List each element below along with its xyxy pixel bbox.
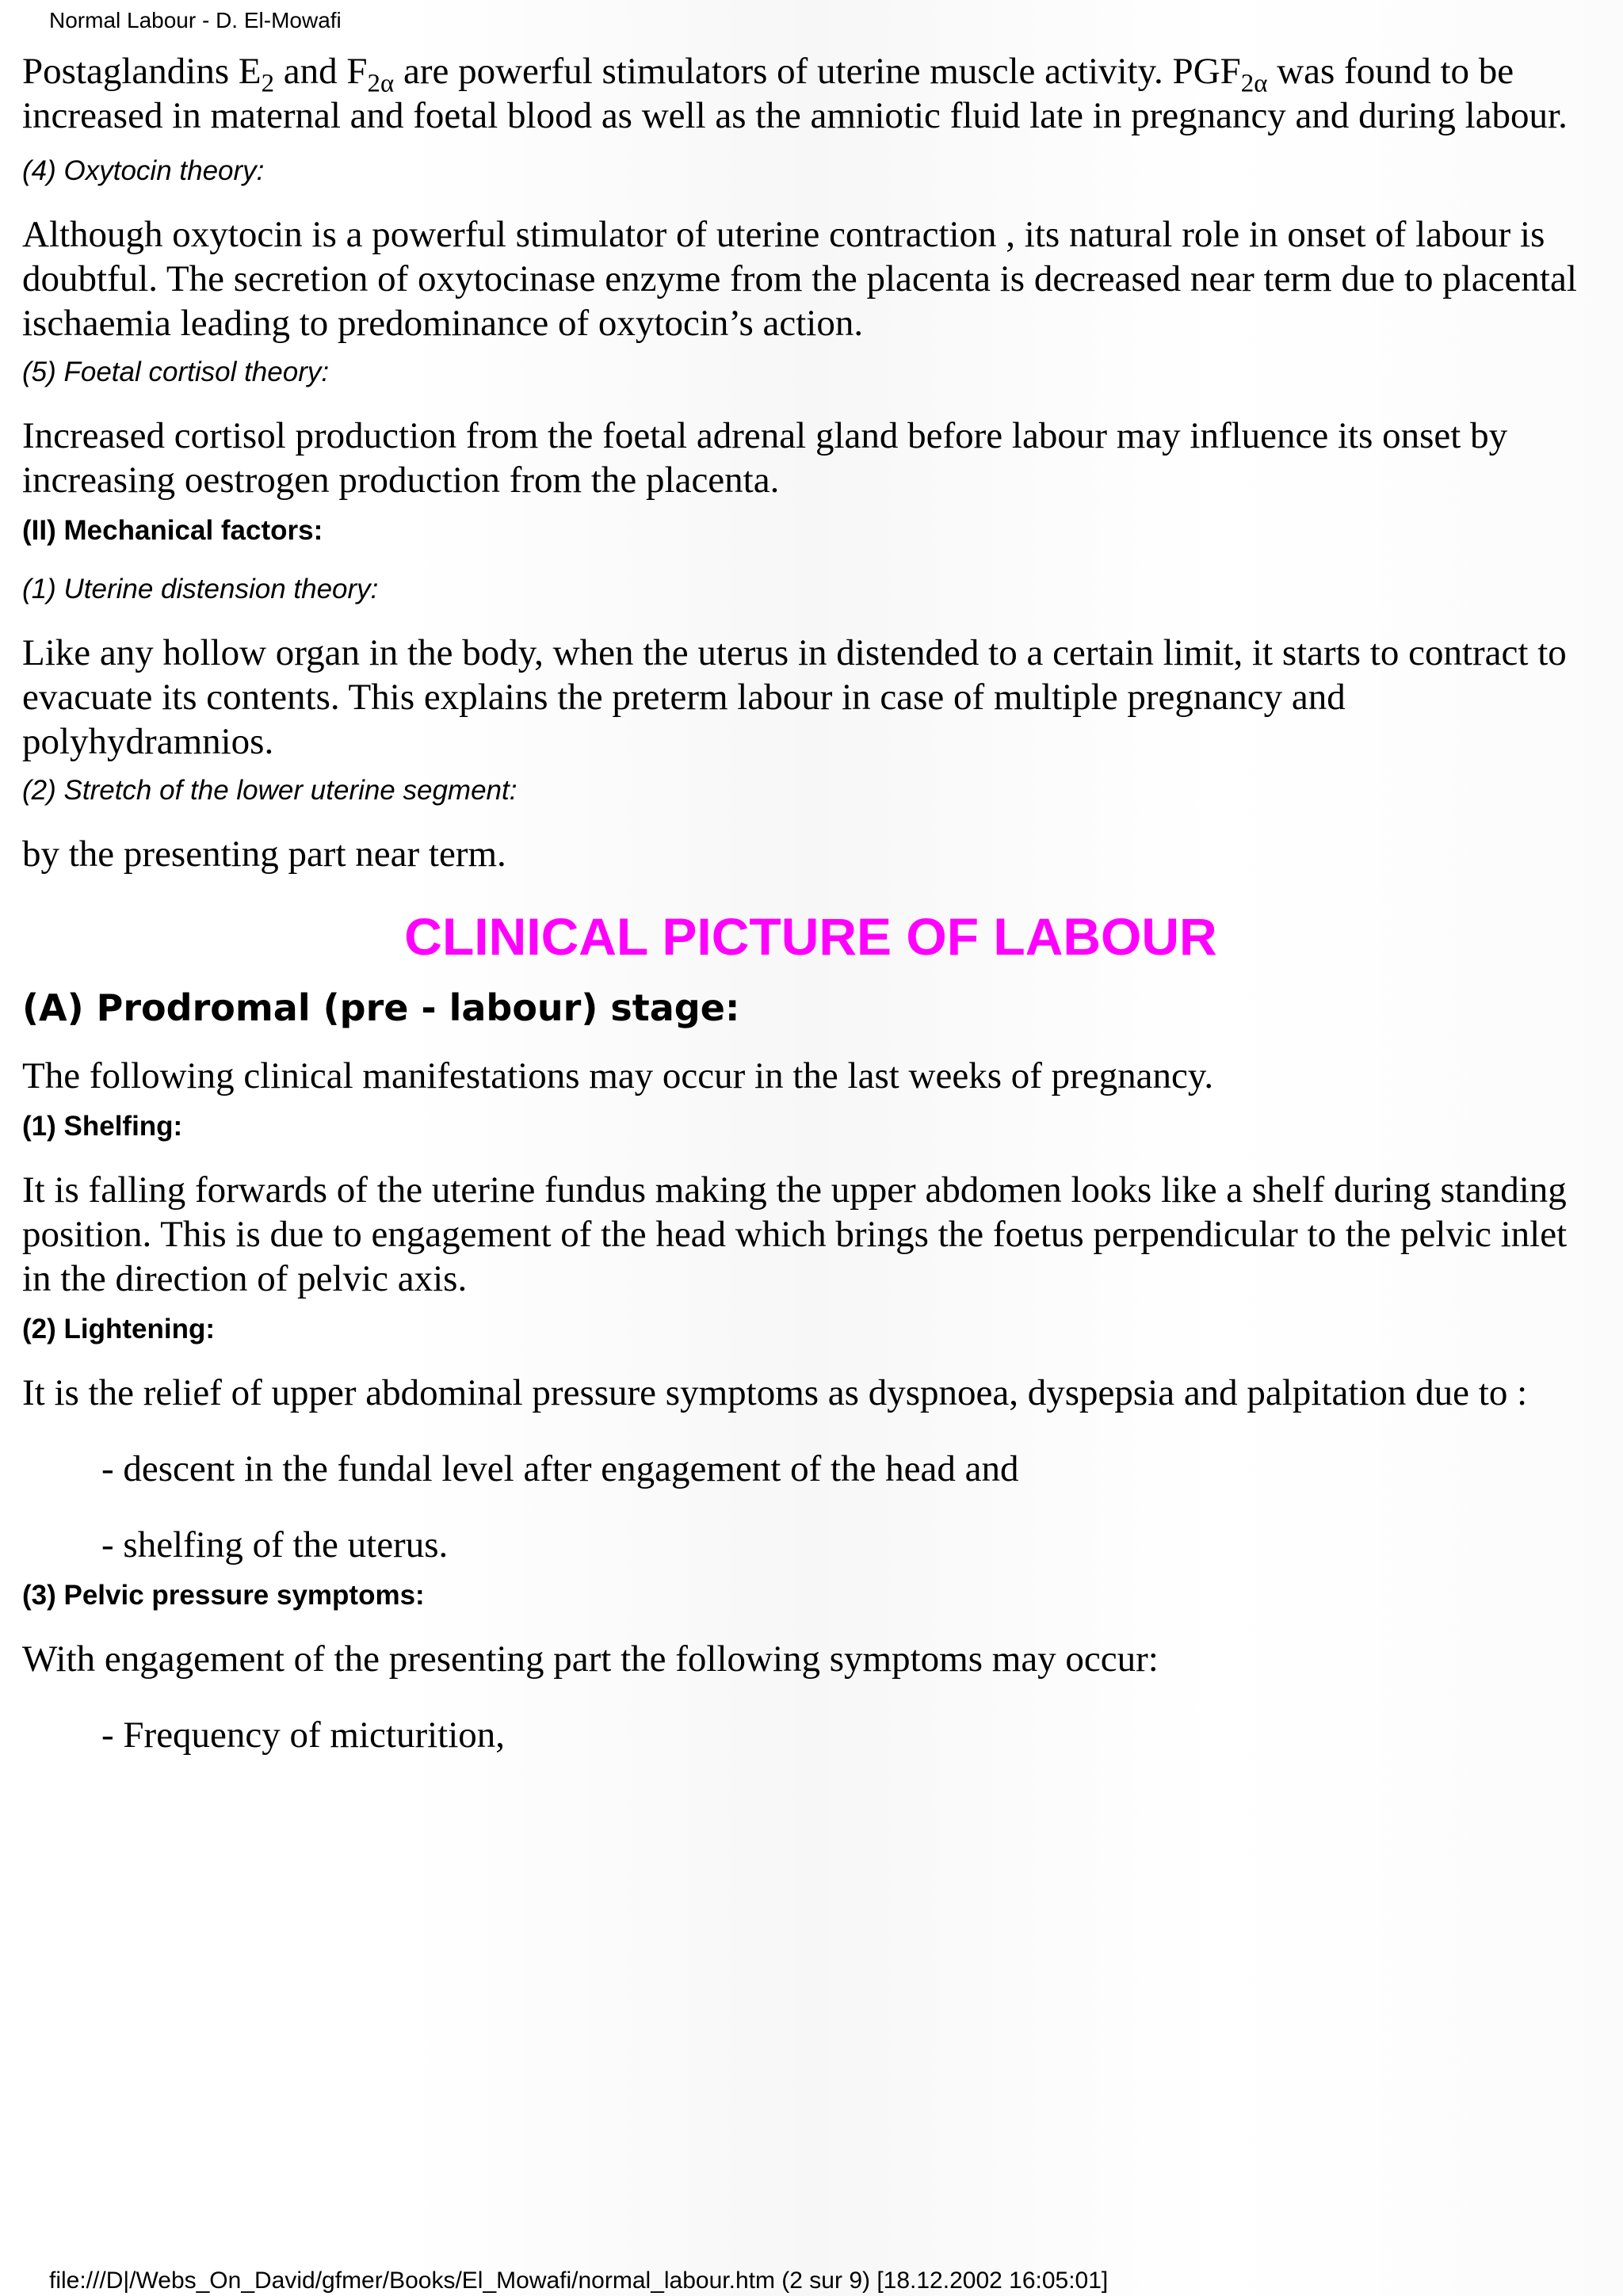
pelvic-heading: (3) Pelvic pressure symptoms: [22, 1580, 425, 1611]
document-footer: file:///D|/Webs_On_David/gfmer/Books/El_Mowafi/normal_labour.htm (2 sur 9) [18.12.2002 16:05:01] [49, 2267, 1109, 2294]
mechanical-heading: (II) Mechanical factors: [22, 515, 323, 546]
cortisol-heading: (5) Foetal cortisol theory: [22, 357, 330, 387]
intro-text-3: are powerful stimulators of uterine muscle activity. PGF [394, 51, 1241, 92]
distension-paragraph: Like any hollow organ in the body, when the uterus in distended to a certain limit, it starts to contract to evacuate its contents. This explains the preterm labour in case of multiple pregnancy and polyhydramnios. [22, 632, 1567, 762]
distension-heading: (1) Uterine distension theory: [22, 574, 379, 605]
oxytocin-heading: (4) Oxytocin theory: [22, 155, 265, 186]
intro-subscript-1: 2 [261, 69, 275, 98]
list-item: - Frequency of micturition, [101, 1714, 506, 1756]
intro-text-1: Postaglandins E [22, 51, 262, 92]
cortisol-paragraph: Increased cortisol production from the foetal adrenal gland before labour may influence its onset by increasing oestrogen production from the placenta. [22, 415, 1508, 501]
intro-text-4: was found to be increased in maternal and foetal blood as well as the amniotic fluid late in pregnancy and during labour. [22, 51, 1568, 136]
page-title: CLINICAL PICTURE OF LABOUR [404, 907, 1217, 966]
prostaglandin-paragraph [22, 49, 1599, 138]
intro-text-2: and F [274, 51, 368, 92]
stage-heading: (A) Prodromal (pre - labour) stage: [22, 986, 740, 1029]
document-content [22, 49, 1599, 1757]
shelfing-paragraph: It is falling forwards of the uterine fundus making the upper abdomen looks like a shelf during standing position. This is due to engagement of the head which brings the foetus perpendicular to the pelvic inlet in the direction of pelvic axis. [22, 1169, 1568, 1299]
shelfing-heading: (1) Shelfing: [22, 1111, 183, 1142]
list-item: - shelfing of the uterus. [101, 1524, 449, 1566]
stage-intro: The following clinical manifestations may occur in the last weeks of pregnancy. [22, 1055, 1214, 1097]
intro-subscript-3: 2α [1240, 69, 1268, 98]
intro-subscript-2: 2α [367, 69, 395, 98]
list-item: - descent in the fundal level after engagement of the head and [101, 1448, 1019, 1489]
document-header: Normal Labour - D. El-Mowafi [49, 8, 342, 32]
pelvic-paragraph: With engagement of the presenting part the following symptoms may occur: [22, 1638, 1159, 1680]
oxytocin-paragraph: Although oxytocin is a powerful stimulator of uterine contraction , its natural role in onset of labour is doubtful. The secretion of oxytocinase enzyme from the placenta is decreased near term due to placental ischaemia leading to predominance of oxytocin’s action. [22, 214, 1577, 344]
stretch-paragraph: by the presenting part near term. [22, 833, 506, 875]
stretch-heading: (2) Stretch of the lower uterine segment: [22, 775, 517, 806]
lightening-paragraph: It is the relief of upper abdominal pressure symptoms as dyspnoea, dyspepsia and palpitation due to : [22, 1372, 1528, 1413]
lightening-heading: (2) Lightening: [22, 1314, 216, 1344]
